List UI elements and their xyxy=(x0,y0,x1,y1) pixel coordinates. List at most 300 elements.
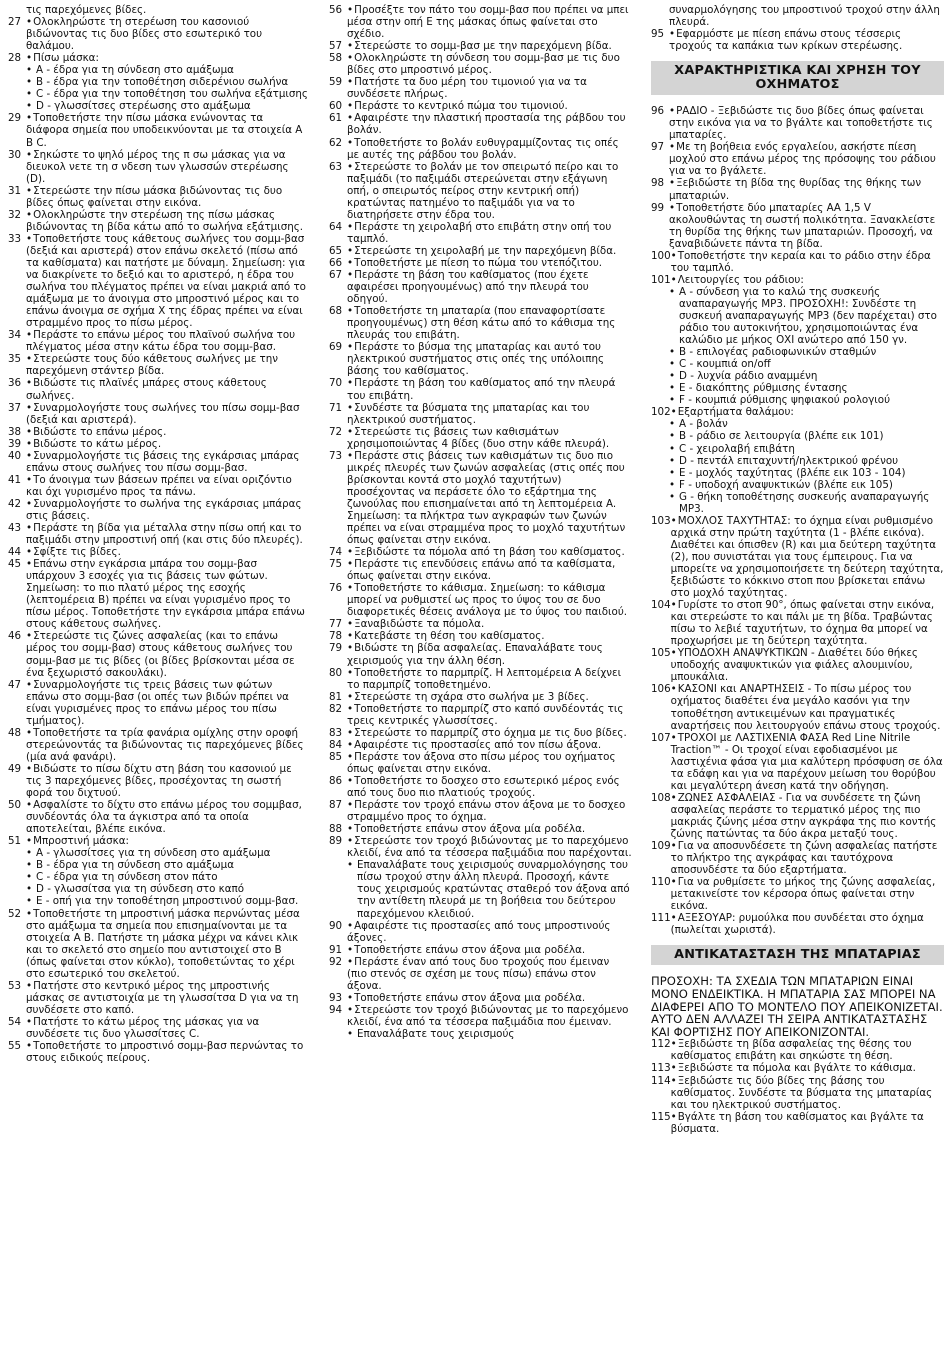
instruction-item xyxy=(329,257,632,269)
step-number: 46 xyxy=(8,630,22,643)
bullet: • xyxy=(26,377,33,390)
step-text-content: ΥΠΟΔΟΧΗ ΑΝΑΨΥΚΤΙΚΩΝ - Διαθέτει δύο θήκες υποδοχής αναψυκτικών για φιάλες αλουμινίου, μπουκάλια. xyxy=(670,647,918,684)
instruction-item xyxy=(8,498,308,522)
step-text-content: Τοποθετήστε επάνω στον άξονα μια ροδέλα. xyxy=(354,991,586,1004)
step-text xyxy=(671,406,944,418)
step-text-content: Στερεώστε τους δύο κάθετους σωλήνες με την παρεχόμενη στάντερ βίδα. xyxy=(26,353,279,378)
step-number: 98 xyxy=(651,177,665,190)
step-text xyxy=(671,250,944,274)
bullet: • xyxy=(347,582,354,595)
step-number: 83 xyxy=(329,726,343,739)
instruction-item xyxy=(329,1004,632,1028)
step-number: 45 xyxy=(8,558,22,571)
bullet: • xyxy=(347,52,354,65)
sub-item-text: C - χειρολαβή επιβάτη xyxy=(679,442,795,455)
step-text xyxy=(347,269,632,305)
step-number: 29 xyxy=(8,112,22,125)
step-number: 88 xyxy=(329,823,343,836)
bullet: • xyxy=(670,406,677,419)
sub-item xyxy=(26,76,308,88)
step-text-content: Ξεβιδώστε τη βίδα ασφαλείας της θέσης του καθίσματος επιβάτη και σηκώστε τη θέση. xyxy=(670,1038,912,1063)
step-text-content: Σφίξτε τις βίδες. xyxy=(33,546,121,559)
step-text xyxy=(347,137,632,161)
sub-item-text: A - σύνδεση για το καλώ της συσκευής αναπαραγωγής MP3. ΠΡΟΣΟΧΗ!: Συνδέστε τη συσκευή αναπαραγωγής MP3 (δεν παρέχεται) στο ράδιο του αυτοκινήτου, χρησιμοποιώντας ένα καλώδιο με μήκος ΟΧΙ ανώτερο από 150 γν. xyxy=(679,285,937,347)
bullet: • xyxy=(347,305,354,318)
step-text-content: Τοποθετήστε με πίεση το πώμα του ντεπόζιτου. xyxy=(354,256,603,269)
step-text xyxy=(347,52,632,76)
bullet: • xyxy=(26,64,33,77)
bullet: • xyxy=(670,1074,677,1087)
step-text-content: Εφαρμόστε με πίεση επάνω στους τέσσερις τροχούς τα καπάκια των κρίκων στερέωσης. xyxy=(669,28,903,53)
step-text-content: Στερεώστε το σομμ-βασ με την παρεχόμενη βίδα. xyxy=(354,40,612,53)
sub-item-text: B - ράδιο σε λειτουργία (βλέπε εικ 101) xyxy=(679,430,884,443)
instruction-item xyxy=(329,751,632,775)
bullet: • xyxy=(670,1110,677,1123)
step-number: 76 xyxy=(329,582,343,595)
instruction-item xyxy=(651,1111,944,1135)
instruction-item xyxy=(651,28,944,52)
step-number: 91 xyxy=(329,943,343,956)
sub-item xyxy=(669,358,944,370)
step-text-content: Τοποθετήστε το βολάν ευθυγραμμίζοντας τις οπές με αυτές της ράβδου του βολάν. xyxy=(347,136,619,161)
step-text xyxy=(669,28,944,52)
bullet: • xyxy=(26,522,33,535)
step-text xyxy=(26,438,308,450)
step-text-content: Τοποθετήστε τη μπροστινή μάσκα περνώντας μέσα στο αμάξωμα τα σημεία που επισημαίνονται με τα στοιχεία A B. Πατήστε τη μάσκα μέχρι να κάνει κλικ και το σκελετό στο σημείο που αντιστοιχεί στο B (όπως φαίνεται στον κύκλο), τοποθετώντας το χέρι στο εσωτερικό του σκελετού. xyxy=(26,907,300,980)
sub-item xyxy=(669,370,944,382)
bullet: • xyxy=(347,40,354,53)
bullet: • xyxy=(347,160,354,173)
sub-item xyxy=(669,346,944,358)
instruction-item xyxy=(8,908,308,980)
bullet: • xyxy=(347,244,354,257)
sub-item-text: E - οπή για την τοποθέτηση μπροστινού σομμ-βασ. xyxy=(36,895,299,908)
step-text-content: Περάστε το βύσμα της μπαταρίας και αυτό του ηλεκτρικού συστήματος στις οπές της υπόλοιπης βάσης του καθίσματος. xyxy=(347,341,605,378)
instruction-item xyxy=(651,683,944,731)
sub-item xyxy=(26,847,308,859)
step-number: 113 xyxy=(651,1062,671,1075)
instruction-item xyxy=(329,341,632,377)
step-text xyxy=(26,329,308,353)
bullet: • xyxy=(26,835,33,848)
step-text xyxy=(669,105,944,141)
bullet: • xyxy=(26,871,33,884)
bullet: • xyxy=(670,840,677,853)
step-text-content: Τοποθετήστε την πίσω μάσκα ενώνοντας τα διάφορα σημεία που υποδεικνύονται με τα στοιχεία A B C. xyxy=(26,112,303,149)
step-number: 35 xyxy=(8,353,22,366)
step-number: 106 xyxy=(651,683,671,696)
bullet: • xyxy=(347,558,354,571)
bullet: • xyxy=(26,859,33,872)
step-number: 65 xyxy=(329,244,343,257)
step-number: 39 xyxy=(8,437,22,450)
step-text xyxy=(26,522,308,546)
instruction-item xyxy=(8,727,308,763)
instruction-item xyxy=(8,149,308,185)
sub-item xyxy=(669,430,944,442)
bullet: • xyxy=(347,4,354,16)
instruction-item xyxy=(8,980,308,1016)
step-number: 63 xyxy=(329,160,343,173)
instruction-item xyxy=(651,599,944,647)
instruction-item xyxy=(651,1075,944,1111)
step-number: 44 xyxy=(8,546,22,559)
instruction-item xyxy=(329,823,632,835)
sub-item-text: D - λυχνία ράδιο αναμμένη xyxy=(679,370,818,383)
instruction-item xyxy=(651,647,944,683)
bullet: • xyxy=(670,1038,677,1051)
step-text xyxy=(347,992,632,1004)
bullet: • xyxy=(670,683,677,696)
bullet: • xyxy=(669,394,676,407)
step-number: 42 xyxy=(8,497,22,510)
instruction-item xyxy=(329,76,632,100)
instruction-item xyxy=(329,377,632,401)
step-text xyxy=(671,876,944,912)
step-text xyxy=(26,450,308,474)
step-text xyxy=(26,835,308,847)
step-number: 38 xyxy=(8,425,22,438)
sub-item-text: F - υποδοχή αναψυκτικών (βλέπε εικ 105) xyxy=(679,478,893,491)
bullet: • xyxy=(669,201,676,214)
step-number: 107 xyxy=(651,731,671,744)
step-text xyxy=(347,703,632,727)
step-text-content: Για να αποσυνδέσετε τη ζώνη ασφαλείας πατήστε το πλήκτρο της αγκράφας και ταυτόχρονα αποσυνδέστε τα δύο εξαρτήματα. xyxy=(670,840,938,877)
step-text xyxy=(671,274,944,286)
step-text xyxy=(671,599,944,647)
step-text xyxy=(347,450,632,546)
sub-item-text: A - βολάν xyxy=(679,418,728,431)
sub-item xyxy=(26,64,308,76)
bullet: • xyxy=(26,762,33,775)
step-number: 100 xyxy=(651,249,671,262)
continued-text-content: συναρμολόγησης του μπροστινού τροχού στην άλλη πλευρά. xyxy=(669,4,940,29)
bullet: • xyxy=(26,630,33,643)
bullet: • xyxy=(670,273,677,286)
step-text xyxy=(26,52,308,64)
step-text-content: Για να ρυθμίσετε το μήκος της ζώνης ασφαλείας, μετακινείστε τον κέρσορα όπως φαίνεται στην εικόνα. xyxy=(670,876,936,913)
step-number: 79 xyxy=(329,642,343,655)
step-text xyxy=(347,775,632,799)
instruction-item xyxy=(329,137,632,161)
instruction-item xyxy=(329,667,632,691)
bullet: • xyxy=(26,401,33,414)
instruction-item xyxy=(8,329,308,353)
step-number: 89 xyxy=(329,835,343,848)
step-text xyxy=(671,683,944,731)
step-text-content: Στερεώστε το παρμπρίζ στο όχημα με τις δυο βίδες. xyxy=(354,726,627,739)
step-text xyxy=(347,40,632,52)
step-text-content: Τοποθετήστε την κεραία και το ράδιο στην έδρα του ταμπλό. xyxy=(670,249,931,274)
step-number: 99 xyxy=(651,201,665,214)
step-text xyxy=(347,739,632,751)
bullet: • xyxy=(26,88,33,101)
bullet: • xyxy=(347,256,354,269)
instruction-item xyxy=(8,799,308,835)
bullet: • xyxy=(669,346,676,359)
step-text xyxy=(347,341,632,377)
step-text xyxy=(26,980,308,1016)
step-number: 84 xyxy=(329,738,343,751)
bullet: • xyxy=(347,136,354,149)
step-number: 33 xyxy=(8,232,22,245)
bullet: • xyxy=(669,105,676,118)
step-text xyxy=(26,353,308,377)
step-number: 111 xyxy=(651,912,671,925)
step-text-content: Σηκώστε το ψηλό μέρος της π σω μάσκας για να διευκολ νετε τη σ νδεση των γλωσσών στερέωσης (D). xyxy=(26,148,289,185)
step-text-content: Μπροστινή μάσκα: xyxy=(33,835,129,848)
step-number: 50 xyxy=(8,799,22,812)
step-number: 78 xyxy=(329,630,343,643)
step-text xyxy=(26,185,308,209)
bullet: • xyxy=(347,666,354,679)
sub-item-text: C - έδρα για την τοποθέτηση του σωλήνα εξάτμισης xyxy=(36,88,308,101)
sub-item-text: B - έδρα για την τοποθέτηση σιδερένιου σωλήνα xyxy=(36,76,289,89)
instruction-item xyxy=(8,1040,308,1064)
step-text-content: Με τη βοήθεια ενός εργαλείου, ασκήστε πίεση μοχλού στο επάνω μέρος της πρόσοψης του ράδιου για να το βγάλετε. xyxy=(669,141,936,178)
bullet: • xyxy=(26,232,33,245)
bullet: • xyxy=(26,329,33,342)
instruction-item xyxy=(8,185,308,209)
step-text xyxy=(26,402,308,426)
instruction-item xyxy=(329,52,632,76)
step-text xyxy=(26,679,308,727)
step-text xyxy=(671,515,944,599)
step-number: 92 xyxy=(329,955,343,968)
step-text-content: Τοποθετήστε επάνω στον άξονα μια ροδέλα. xyxy=(354,943,586,956)
step-number: 47 xyxy=(8,678,22,691)
step-text xyxy=(26,630,308,678)
instruction-item xyxy=(651,732,944,792)
step-text-content: Περάστε το κεντρικό πώμα του τιμονιού. xyxy=(354,100,568,113)
bullet: • xyxy=(26,883,33,896)
step-text-content: ΜΟΧΛΟΣ ΤΑΧΥΤΗΤΑΣ: το όχημα είναι ρυθμισμένο αρχικά στην πρώτη ταχύτητα (1 - βλέπε εικόνα). Διαθέτει και όπισθεν (R) και μια δεύτερη ταχύτητα (2), που συνιστάται για τους έμπειρους. Για να μπορείτε να χρησιμοποιήσετε τη δεύτερη ταχύτητα, ξεβιδώστε το κόκκινο στοπ που βρίσκεται επάνω στο μοχλό ταχύτητας. xyxy=(670,514,944,600)
bullet: • xyxy=(347,630,354,643)
step-text-content: Τοποθετήστε το κάθισμα. Σημείωση: το κάθισμα μπορεί να ρυθμιστεί ως προς το ύψος του σε δυο διαφορετικές θέσεις ανάλογα με το ύψος του παιδιού. xyxy=(347,582,628,619)
step-text-content: ΡΑΔΙΟ - Ξεβιδώστε τις δυο βίδες όπως φαίνεται στην εικόνα για να το βγάλτε και τοποθετήστε τις μπαταρίες. xyxy=(669,105,933,142)
step-text-content: Ξεβιδώστε τις δύο βίδες της βάσης του καθίσματος. Συνδέστε τα βύσματα της μπαταρίας και του ηλεκτρικού συστήματος. xyxy=(670,1074,933,1111)
instruction-item xyxy=(329,546,632,558)
sub-item xyxy=(669,479,944,491)
instruction-item xyxy=(8,112,308,148)
bullet: • xyxy=(26,16,33,29)
step-text-content: Περάστε τη βίδα για μέταλλα στην πίσω οπή και το παξιμάδι στην μπροστινή οπή (και στις δύο πλευρές). xyxy=(26,522,303,547)
step-number: 68 xyxy=(329,305,343,318)
step-text xyxy=(26,149,308,185)
step-number: 81 xyxy=(329,690,343,703)
instruction-item xyxy=(8,546,308,558)
step-text xyxy=(669,202,944,250)
bullet: • xyxy=(347,859,354,872)
column-3 xyxy=(651,4,944,1135)
step-text xyxy=(671,912,944,936)
bullet-paragraph xyxy=(347,1028,632,1040)
step-text xyxy=(26,209,308,233)
step-number: 28 xyxy=(8,52,22,65)
step-text-content: Τοποθετήστε επάνω στον άξονα μία ροδέλα. xyxy=(354,823,586,836)
step-text-content: Συναρμολογήστε τις βάσεις της εγκάρσιας μπάρας επάνω στους σωλήνες του πίσω σομμ-βασ. xyxy=(26,449,300,474)
step-text-content: Ξεβιδώστε τα πόμολα και βγάλτε το κάθισμα. xyxy=(677,1062,916,1075)
step-text-content: Τοποθετήστε το δοσχεο στο εσωτερικό μέρος ενός από τους δυο πιο πλατιούς τροχούς. xyxy=(347,775,620,800)
step-text-content: Ξεβιδώστε τη βίδα της θυρίδας της θήκης των μπαταριών. xyxy=(669,177,922,202)
bullet: • xyxy=(26,100,33,113)
bullet: • xyxy=(26,353,33,366)
step-text xyxy=(26,474,308,498)
step-text-content: Περάστε τη βάση του καθίσματος από την πλευρά του επιβάτη. xyxy=(347,377,616,402)
step-text xyxy=(347,727,632,739)
bullet: • xyxy=(347,738,354,751)
step-number: 109 xyxy=(651,840,671,853)
sub-list xyxy=(669,286,944,406)
bullet: • xyxy=(347,835,354,848)
instruction-item xyxy=(8,402,308,426)
bullet: • xyxy=(670,514,677,527)
instruction-item xyxy=(329,100,632,112)
instruction-item xyxy=(329,944,632,956)
step-text xyxy=(671,1062,944,1074)
step-number: 41 xyxy=(8,473,22,486)
instruction-item xyxy=(651,250,944,274)
sub-item xyxy=(26,100,308,112)
step-number: 59 xyxy=(329,76,343,89)
instruction-item xyxy=(8,474,308,498)
step-text xyxy=(347,691,632,703)
step-text-content: Περάστε τη βάση του καθίσματος (που έχετε αφαιρέσει προηγουμένως) από την πλευρά του οδηγού. xyxy=(347,269,589,306)
sub-item xyxy=(669,382,944,394)
sub-item-text: C - έδρα για τη σύνδεση στον πάτο xyxy=(36,871,218,884)
bullet: • xyxy=(669,28,676,41)
step-text-content: Τοποθετήστε δύο μπαταρίες AA 1,5 V ακολουθώντας τη σωστή πολικότητα. Ξανακλείστε τη θυρίδα της θήκης των μπαταριών. Προσοχή, να ξαναβιδώνετε πάντα τη βίδα. xyxy=(669,201,936,250)
sub-item-text: D - πεντάλ επιταχυντή/ηλεκτρικού φρένου xyxy=(679,454,899,467)
step-number: 95 xyxy=(651,28,665,41)
bullet: • xyxy=(670,731,677,744)
step-number: 96 xyxy=(651,105,665,118)
instruction-item xyxy=(329,691,632,703)
step-text xyxy=(26,1016,308,1040)
bullet: • xyxy=(26,52,33,65)
bullet: • xyxy=(347,220,354,233)
bullet: • xyxy=(670,876,677,889)
step-text-content: Αφαιρέστε τις προστασίες από τον πίσω άξονα. xyxy=(354,738,602,751)
instruction-item xyxy=(8,835,308,847)
sub-item-text: A - έδρα για τη σύνδεση στο αμάξωμα xyxy=(36,64,234,77)
instruction-item xyxy=(651,912,944,936)
bullet: • xyxy=(26,1015,33,1028)
step-text xyxy=(347,100,632,112)
step-text xyxy=(347,835,632,859)
step-number: 51 xyxy=(8,835,22,848)
step-number: 37 xyxy=(8,401,22,414)
instruction-item xyxy=(329,40,632,52)
step-text-content: Ξεβιδώστε τα πόμολα από τη βάση του καθίσματος. xyxy=(354,546,625,559)
sub-item-text: A - γλωσσίτσες για τη σύνδεση στο αμάξωμα xyxy=(36,847,271,860)
step-number: 82 xyxy=(329,702,343,715)
bullet: • xyxy=(347,799,354,812)
step-number: 30 xyxy=(8,148,22,161)
instruction-item xyxy=(8,209,308,233)
column-2 xyxy=(329,4,632,1040)
instruction-item xyxy=(8,52,308,64)
step-text-content: Τοποθετήστε τους κάθετους σωλήνες του σομμ-βασ (δεξιά και αριστερά) στον επάνω σκελετό (πίσω από τα καθίσματα) και πατήστε με δύναμη. Σημείωση: για να διακρίνετε το δεξιό και το αριστερό, η έδρα του σωλήνα του πλέγματος πρέπει να είναι μακριά από το αμάξωμα με το άνοιγμα στο μπροστινό μέρος και το επάνω άνοιγμα σε σχήμα Χ της έδρας πρέπει να είναι στραμμένο προς το πίσω μέρος. xyxy=(26,232,306,330)
bullet: • xyxy=(26,76,33,89)
bullet: • xyxy=(670,912,677,925)
bullet: • xyxy=(26,1040,33,1053)
sub-item xyxy=(669,467,944,479)
step-text-content: Αφαιρέστε την πλαστική προστασία της ράβδου του βολάν. xyxy=(347,112,626,137)
bullet: • xyxy=(347,702,354,715)
step-text-content: Προσέξτε τον πάτο του σομμ-βασ που πρέπει να μπει μέσα στην οπή E της μάσκας όπως φαίνεται στο σχέδιο. xyxy=(347,4,629,41)
step-number: 85 xyxy=(329,750,343,763)
step-text-content: Αφαιρέστε τις προστασίες από τους μπροστινούς άξονες. xyxy=(347,919,611,944)
step-text-content: Τοποθετήστε το παρμπρίζ. Η λεπτομέρεια A δείχνει το παρμπρίζ τοποθετημένο. xyxy=(347,666,622,691)
instruction-item xyxy=(8,630,308,678)
step-number: 74 xyxy=(329,546,343,559)
step-number: 57 xyxy=(329,40,343,53)
sub-item-text: B - έδρα για τη σύνδεση στο αμάξωμα xyxy=(36,859,234,872)
bullet: • xyxy=(669,442,676,455)
step-text xyxy=(26,426,308,438)
step-text xyxy=(671,1038,944,1062)
step-number: 60 xyxy=(329,100,343,113)
step-text-content: Βγάλτε τη βάση του καθίσματος και βγάλτε τα βύσματα. xyxy=(670,1110,924,1135)
step-text xyxy=(347,751,632,775)
instruction-item xyxy=(8,450,308,474)
step-number: 75 xyxy=(329,558,343,571)
step-text-content: Περάστε στις βάσεις των καθισμάτων τις δυο πιο μικρές πλευρές των ζωνών ασφαλείας (στις οπές που βρίσκονται κοντά στο μοχλό ταχυτήτων) προσέχοντας να περάσετε όλο το εξάρτημα της ζωνούλας που επισημαίνεται από τη λεπτομέρεια A. Σημείωση: τα πλήκτρα των αγκραφών των ζωνών πρέπει να είναι στραμμένα προς το μοχλό ταχυτήτων όπως φαίνεται στην εικόνα. xyxy=(347,449,626,547)
bullet: • xyxy=(26,148,33,161)
step-text xyxy=(347,823,632,835)
section-heading-features: ΧΑΡΑΚΤΗΡΙΣΤΙΚΑ ΚΑΙ ΧΡΗΣΗ ΤΟΥ ΟΧΗΜΑΤΟΣ xyxy=(651,61,944,95)
step-number: 104 xyxy=(651,599,671,612)
bullet: • xyxy=(347,618,354,631)
step-text xyxy=(347,799,632,823)
step-text-content: Στερεώστε το βολάν με τον σπειρωτό πείρο και το παξιμάδι (το παξιμάδι στερεώνεται στην εξάγωνη οπή, ο σπειρωτός πείρος στην κεντρική οπή) κρατώντας πατημένο το παξιμάδι για να το διατηρήσετε στην έδρα του. xyxy=(347,160,619,221)
instruction-item xyxy=(329,450,632,546)
step-text xyxy=(26,558,308,630)
step-number: 101 xyxy=(651,273,671,286)
step-number: 55 xyxy=(8,1040,22,1053)
instruction-item xyxy=(651,105,944,141)
sub-list xyxy=(26,847,308,907)
instruction-item xyxy=(651,876,944,912)
bullet: • xyxy=(26,726,33,739)
bullet: • xyxy=(26,678,33,691)
bullet: • xyxy=(347,112,354,125)
step-text xyxy=(347,161,632,221)
step-text-content: Βιδώστε το πίσω δίχτυ στη βάση του κασονιού με τις 3 παρεχόμενες βίδες, προσέχοντας τη σωστή φορά του διχτυού. xyxy=(26,762,292,800)
step-number: 58 xyxy=(329,52,343,65)
step-text-content: Ολοκληρώστε τη σύνδεση του σομμ-βασ με τις δυο βίδες στο μπροστινό μέρος. xyxy=(347,52,620,77)
step-text-content: Τοποθετήστε τη μπαταρία (που επαναφορτίσατε προηγουμένως) στη θέση κάτω από το κάθισμα της πλευράς του επιβάτη. xyxy=(347,305,616,342)
step-text-content: Συναρμολογήστε το σωλήνα της εγκάρσιας μπάρας στις βάσεις. xyxy=(26,497,302,522)
step-text-content: Στερεώστε τη σχάρα στο σωλήνα με 3 βίδες. xyxy=(354,690,589,703)
step-text xyxy=(347,558,632,582)
step-text-content: Στερεώστε τον τροχό βιδώνοντας με το παρεχόμενο κλειδί, ένα από τα τέσσερα παξιμάδια που παρέχονται. xyxy=(347,835,632,860)
step-text xyxy=(347,221,632,245)
bullet: • xyxy=(26,497,33,510)
step-number: 69 xyxy=(329,341,343,354)
bullet: • xyxy=(26,449,33,462)
instruction-item xyxy=(329,775,632,799)
step-text-content: Στερεώστε τις ζώνες ασφαλείας (και το επάνω μέρος του σομμ-βασ) στους κάθετους σωλήνες του σομμ-βασ με τις βίδες (οι βίδες βρίσκονται μέσα σε ένα ξεχωριστό σακουλάκι). xyxy=(26,630,295,679)
instruction-item xyxy=(651,202,944,250)
step-text-content: Περάστε έναν από τους δυο τροχούς που έμειναν (πιο στενός σε σχέση με τους πίσω) επάνω στον άξονα. xyxy=(347,955,610,992)
step-number: 110 xyxy=(651,876,671,889)
sub-item xyxy=(26,859,308,871)
instruction-item xyxy=(651,177,944,201)
step-text xyxy=(671,732,944,792)
bullet: • xyxy=(347,76,354,89)
